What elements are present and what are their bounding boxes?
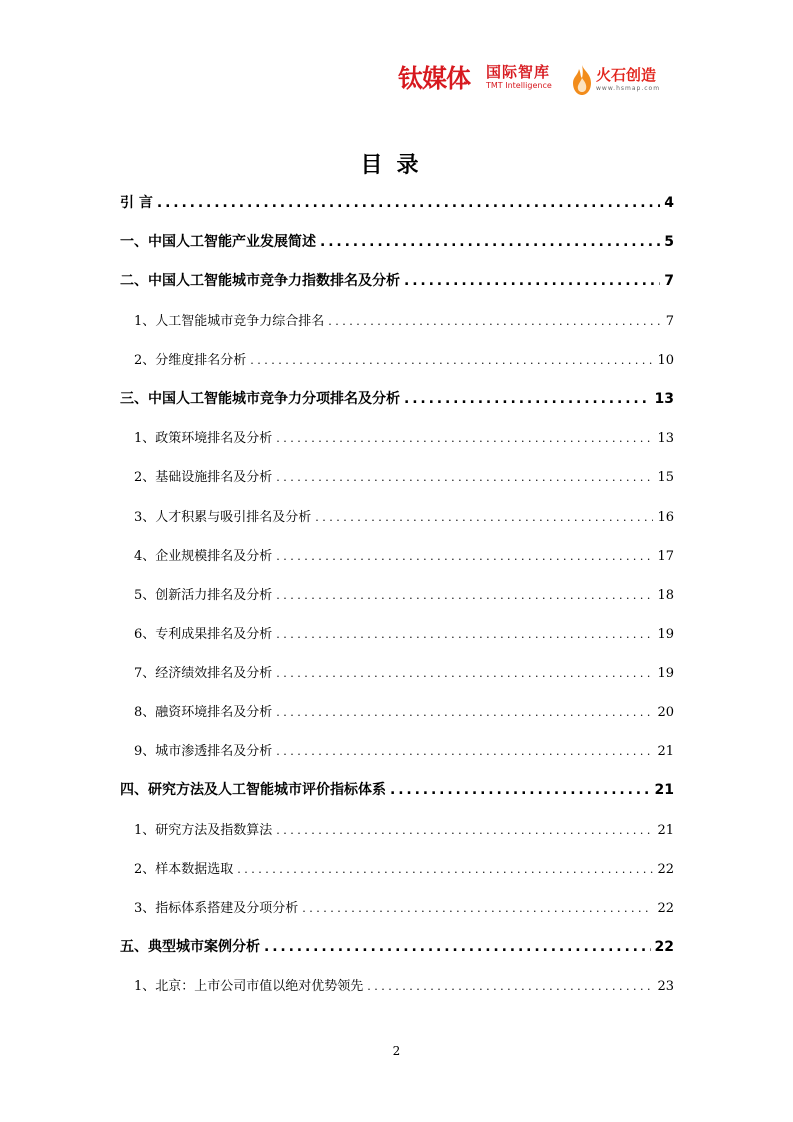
- toc-leader: [276, 744, 653, 759]
- toc-entry[interactable]: [120, 427, 674, 446]
- toc-entry[interactable]: [120, 270, 674, 290]
- toc-leader: [250, 353, 653, 368]
- toc-entry-page: 4: [664, 195, 674, 211]
- toc-entry-page: 19: [657, 666, 674, 681]
- toc-entry-page: 22: [657, 862, 674, 877]
- toc-entry[interactable]: [120, 584, 674, 603]
- toc-entry-page: 19: [657, 627, 674, 642]
- toc-leader: [320, 234, 660, 250]
- toc-entry-title: 1、研究方法及指数算法: [134, 823, 273, 838]
- hs-logo: 火石创造: [596, 66, 657, 84]
- flame-icon: [570, 64, 594, 96]
- toc-leader: [276, 666, 653, 681]
- toc-entry-page: 13: [654, 391, 674, 407]
- toc-leader: [328, 314, 661, 329]
- toc-leader: [276, 549, 653, 564]
- toc-entry-title: 三、中国人工智能城市竞争力分项排名及分析: [120, 391, 400, 407]
- tmt-sub-cn: 国际智库: [486, 63, 551, 81]
- toc-entry-title: 1、人工智能城市竞争力综合排名: [134, 314, 325, 329]
- toc-leader: [302, 901, 653, 916]
- toc-entry-page: 16: [657, 510, 674, 525]
- toc-leader: [404, 273, 660, 289]
- toc-entry-page: 20: [657, 705, 674, 720]
- page-title: 目录: [360, 153, 433, 178]
- toc-entry[interactable]: [120, 662, 674, 681]
- toc-entry-title: 3、人才积累与吸引排名及分析: [134, 510, 312, 525]
- tmt-logo-subtitle: [486, 64, 552, 91]
- toc-entry-title: 8、融资环境排名及分析: [134, 705, 273, 720]
- toc-leader: [404, 391, 651, 407]
- header-logos: [398, 62, 678, 102]
- toc-entry-title: 二、中国人工智能城市竞争力指数排名及分析: [120, 273, 400, 289]
- toc-entry-title: 7、经济绩效排名及分析: [134, 666, 273, 681]
- toc-entry[interactable]: [120, 858, 674, 877]
- toc-leader: [276, 823, 653, 838]
- toc-entry[interactable]: [120, 231, 674, 251]
- tmt-logo: 钛媒体: [398, 64, 471, 93]
- toc-entry-title: 四、研究方法及人工智能城市评价指标体系: [120, 782, 386, 798]
- toc-entry[interactable]: [120, 388, 674, 408]
- tmt-sub-en: TMT Intelligence: [486, 81, 552, 90]
- toc-entry[interactable]: [120, 310, 674, 329]
- toc-leader: [367, 979, 653, 994]
- toc-entry[interactable]: [120, 819, 674, 838]
- toc-leader: [264, 939, 651, 955]
- toc-entry[interactable]: [120, 897, 674, 916]
- toc-leader: [157, 195, 660, 211]
- toc-entry[interactable]: [120, 192, 674, 212]
- toc-entry[interactable]: [120, 349, 674, 368]
- toc-entry-title: 2、基础设施排名及分析: [134, 470, 273, 485]
- page-number: 2: [392, 1044, 401, 1058]
- toc-entry-title: 五、典型城市案例分析: [120, 939, 260, 955]
- toc-entry-page: 21: [657, 823, 674, 838]
- hs-url: www.hsmap.com: [596, 85, 661, 92]
- toc-entry-page: 5: [664, 234, 674, 250]
- toc-entry-title: 5、创新活力排名及分析: [134, 588, 273, 603]
- toc-entry-title: 3、指标体系搭建及分项分析: [134, 901, 299, 916]
- toc-entry-title: 2、分维度排名分析: [134, 353, 247, 368]
- toc-entry-page: 21: [654, 782, 674, 798]
- toc-entry-page: 7: [665, 314, 674, 329]
- toc-entry-title: 4、企业规模排名及分析: [134, 549, 273, 564]
- toc-entry-page: 22: [657, 901, 674, 916]
- toc-entry[interactable]: [120, 740, 674, 759]
- toc-leader: [315, 510, 653, 525]
- toc-entry[interactable]: [120, 466, 674, 485]
- toc-entry-page: 22: [654, 939, 674, 955]
- toc-entry-page: 23: [657, 979, 674, 994]
- toc-entry-page: 18: [657, 588, 674, 603]
- toc-leader: [276, 705, 653, 720]
- toc-entry-page: 21: [657, 744, 674, 759]
- toc-entry-page: 7: [664, 273, 674, 289]
- toc-entry[interactable]: [120, 506, 674, 525]
- toc-entry[interactable]: [120, 701, 674, 720]
- toc-leader: [276, 588, 653, 603]
- toc-entry-page: 13: [657, 431, 674, 446]
- toc-entry[interactable]: [120, 779, 674, 799]
- toc-entry-page: 10: [657, 353, 674, 368]
- toc-entry-title: 一、中国人工智能产业发展简述: [120, 234, 316, 250]
- toc-entry-page: 15: [657, 470, 674, 485]
- toc-leader: [390, 782, 651, 798]
- toc-entry-title: 6、专利成果排名及分析: [134, 627, 273, 642]
- toc-entry[interactable]: [120, 545, 674, 564]
- toc-entry-title: 引 言: [120, 195, 153, 211]
- toc-entry-title: 1、北京：上市公司市值以绝对优势领先: [134, 979, 364, 994]
- toc-entry-title: 2、样本数据选取: [134, 862, 234, 877]
- toc-entry[interactable]: [120, 623, 674, 642]
- toc-leader: [276, 470, 653, 485]
- toc-leader: [276, 627, 653, 642]
- toc-leader: [237, 862, 653, 877]
- toc-leader: [276, 431, 653, 446]
- toc-entry[interactable]: [120, 936, 674, 956]
- toc-entry[interactable]: [120, 975, 674, 994]
- toc-entry-title: 1、政策环境排名及分析: [134, 431, 273, 446]
- toc-entry-title: 9、城市渗透排名及分析: [134, 744, 273, 759]
- toc-entry-page: 17: [657, 549, 674, 564]
